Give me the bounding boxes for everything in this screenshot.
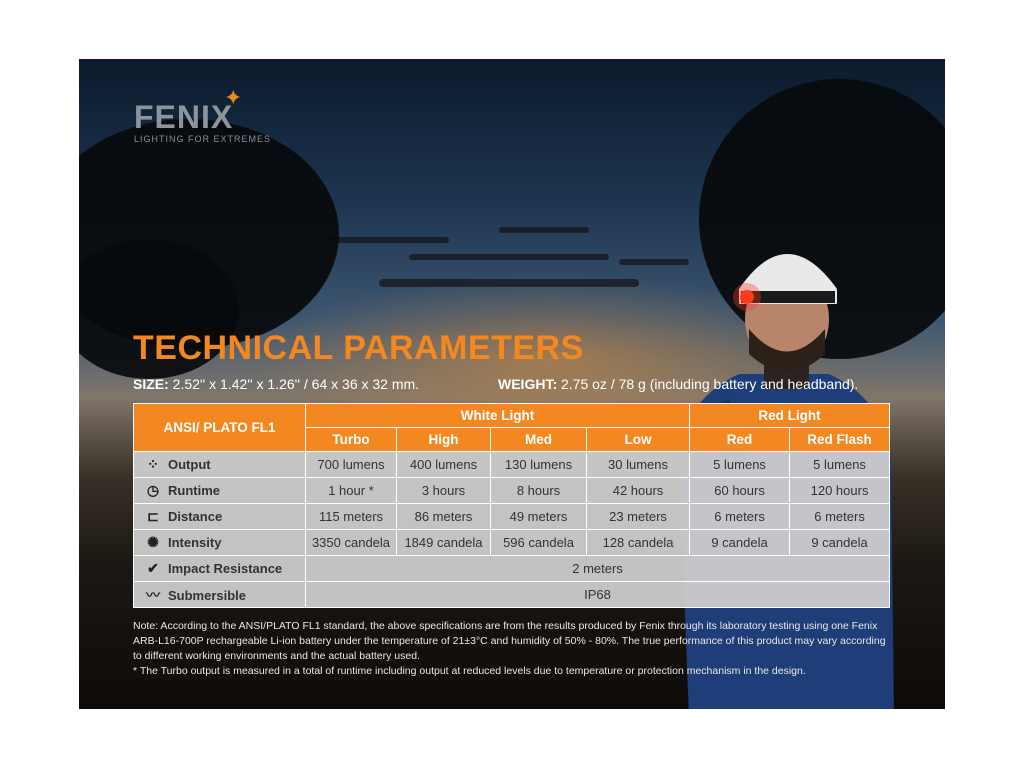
size-label: SIZE: xyxy=(133,376,169,392)
turbo-note-text: * The Turbo output is measured in a total of runtime including output at reduced levels due to temperature or protection mechanism in the design. xyxy=(133,665,806,677)
size-value: 2.52'' x 1.42'' x 1.26'' / 64 x 36 x 32 mm. xyxy=(172,376,420,392)
row-label xyxy=(134,582,306,608)
cell: 400 lumens xyxy=(397,452,491,478)
size-spec xyxy=(133,376,419,392)
cell: 115 meters xyxy=(306,504,397,530)
row-label xyxy=(134,556,306,582)
cell: 42 hours xyxy=(587,478,690,504)
cell: 596 candela xyxy=(491,530,587,556)
group-header-red: Red Light xyxy=(690,404,890,428)
logo-wordmark: FENIX xyxy=(134,99,234,135)
table-row xyxy=(134,452,890,478)
clock-icon: ◷ xyxy=(146,482,160,498)
cell: 9 candela xyxy=(790,530,890,556)
product-banner xyxy=(79,59,945,709)
cloud xyxy=(329,237,449,243)
parameters-table xyxy=(133,403,890,608)
row-label-text: Distance xyxy=(168,509,223,524)
cell: 60 hours xyxy=(690,478,790,504)
cell: 9 candela xyxy=(690,530,790,556)
standard-header: ANSI/ PLATO FL1 xyxy=(134,404,306,452)
cell: 8 hours xyxy=(491,478,587,504)
cell: 120 hours xyxy=(790,478,890,504)
cell: 128 candela xyxy=(587,530,690,556)
cell: 700 lumens xyxy=(306,452,397,478)
row-label xyxy=(134,530,306,556)
cell: 86 meters xyxy=(397,504,491,530)
fenix-logo xyxy=(134,85,272,144)
cell: 30 lumens xyxy=(587,452,690,478)
impact-icon: ✔ xyxy=(147,560,159,576)
mode-header: Turbo xyxy=(306,428,397,452)
cell: 5 lumens xyxy=(690,452,790,478)
mode-header: Low xyxy=(587,428,690,452)
group-header-white: White Light xyxy=(306,404,690,428)
weight-label: WEIGHT: xyxy=(498,376,558,392)
table-row xyxy=(134,582,890,608)
row-label xyxy=(134,504,306,530)
sun-icon: ✺ xyxy=(147,534,159,550)
cell: 6 meters xyxy=(690,504,790,530)
row-label xyxy=(134,478,306,504)
cell: 49 meters xyxy=(491,504,587,530)
row-label-text: Intensity xyxy=(168,535,222,550)
wave-icon: 〰 xyxy=(146,586,160,603)
page-title: TECHNICAL PARAMETERS xyxy=(133,329,584,367)
cell: 1 hour * xyxy=(306,478,397,504)
weight-value: 2.75 oz / 78 g (including battery and headband). xyxy=(561,376,859,392)
mode-header: Med xyxy=(491,428,587,452)
table-row xyxy=(134,556,890,582)
row-label-text: Submersible xyxy=(168,587,247,603)
note-text: Note: According to the ANSI/PLATO FL1 standard, the above specifications are from the results produced by Fenix through its laboratory testing using one Fenix ARB-L16-700P rechargeable Li-ion battery under the temperature of 21±3°C and humidity of 50% - 80%. The true performance of this product may vary according to different working environments and the actual battery used. xyxy=(133,620,886,662)
cell: 6 meters xyxy=(790,504,890,530)
table-row xyxy=(134,530,890,556)
star-icon: ✦ xyxy=(224,85,243,110)
row-label-text: Output xyxy=(168,457,211,472)
mode-header: Red Flash xyxy=(790,428,890,452)
cloud xyxy=(409,254,609,260)
footnote xyxy=(133,619,893,679)
cell: 23 meters xyxy=(587,504,690,530)
beam-icon: ⊏ xyxy=(147,508,159,524)
cell: 5 lumens xyxy=(790,452,890,478)
cell-submersible-value: IP68 xyxy=(306,582,890,608)
table-row xyxy=(134,504,890,530)
row-label-text: Runtime xyxy=(168,483,220,498)
mode-header: Red xyxy=(690,428,790,452)
cloud xyxy=(499,227,589,233)
logo-tagline: LIGHTING FOR EXTREMES xyxy=(134,134,272,144)
weight-spec xyxy=(498,376,858,392)
cell: 130 lumens xyxy=(491,452,587,478)
cell: 3 hours xyxy=(397,478,491,504)
cell: 3350 candela xyxy=(306,530,397,556)
table-row xyxy=(134,478,890,504)
row-label-text: Impact Resistance xyxy=(168,561,283,576)
cell: 1849 candela xyxy=(397,530,491,556)
cell-impact-value: 2 meters xyxy=(306,556,890,582)
mode-header: High xyxy=(397,428,491,452)
cloud xyxy=(379,279,639,287)
burst-icon: ⁘ xyxy=(147,456,159,472)
row-label xyxy=(134,452,306,478)
